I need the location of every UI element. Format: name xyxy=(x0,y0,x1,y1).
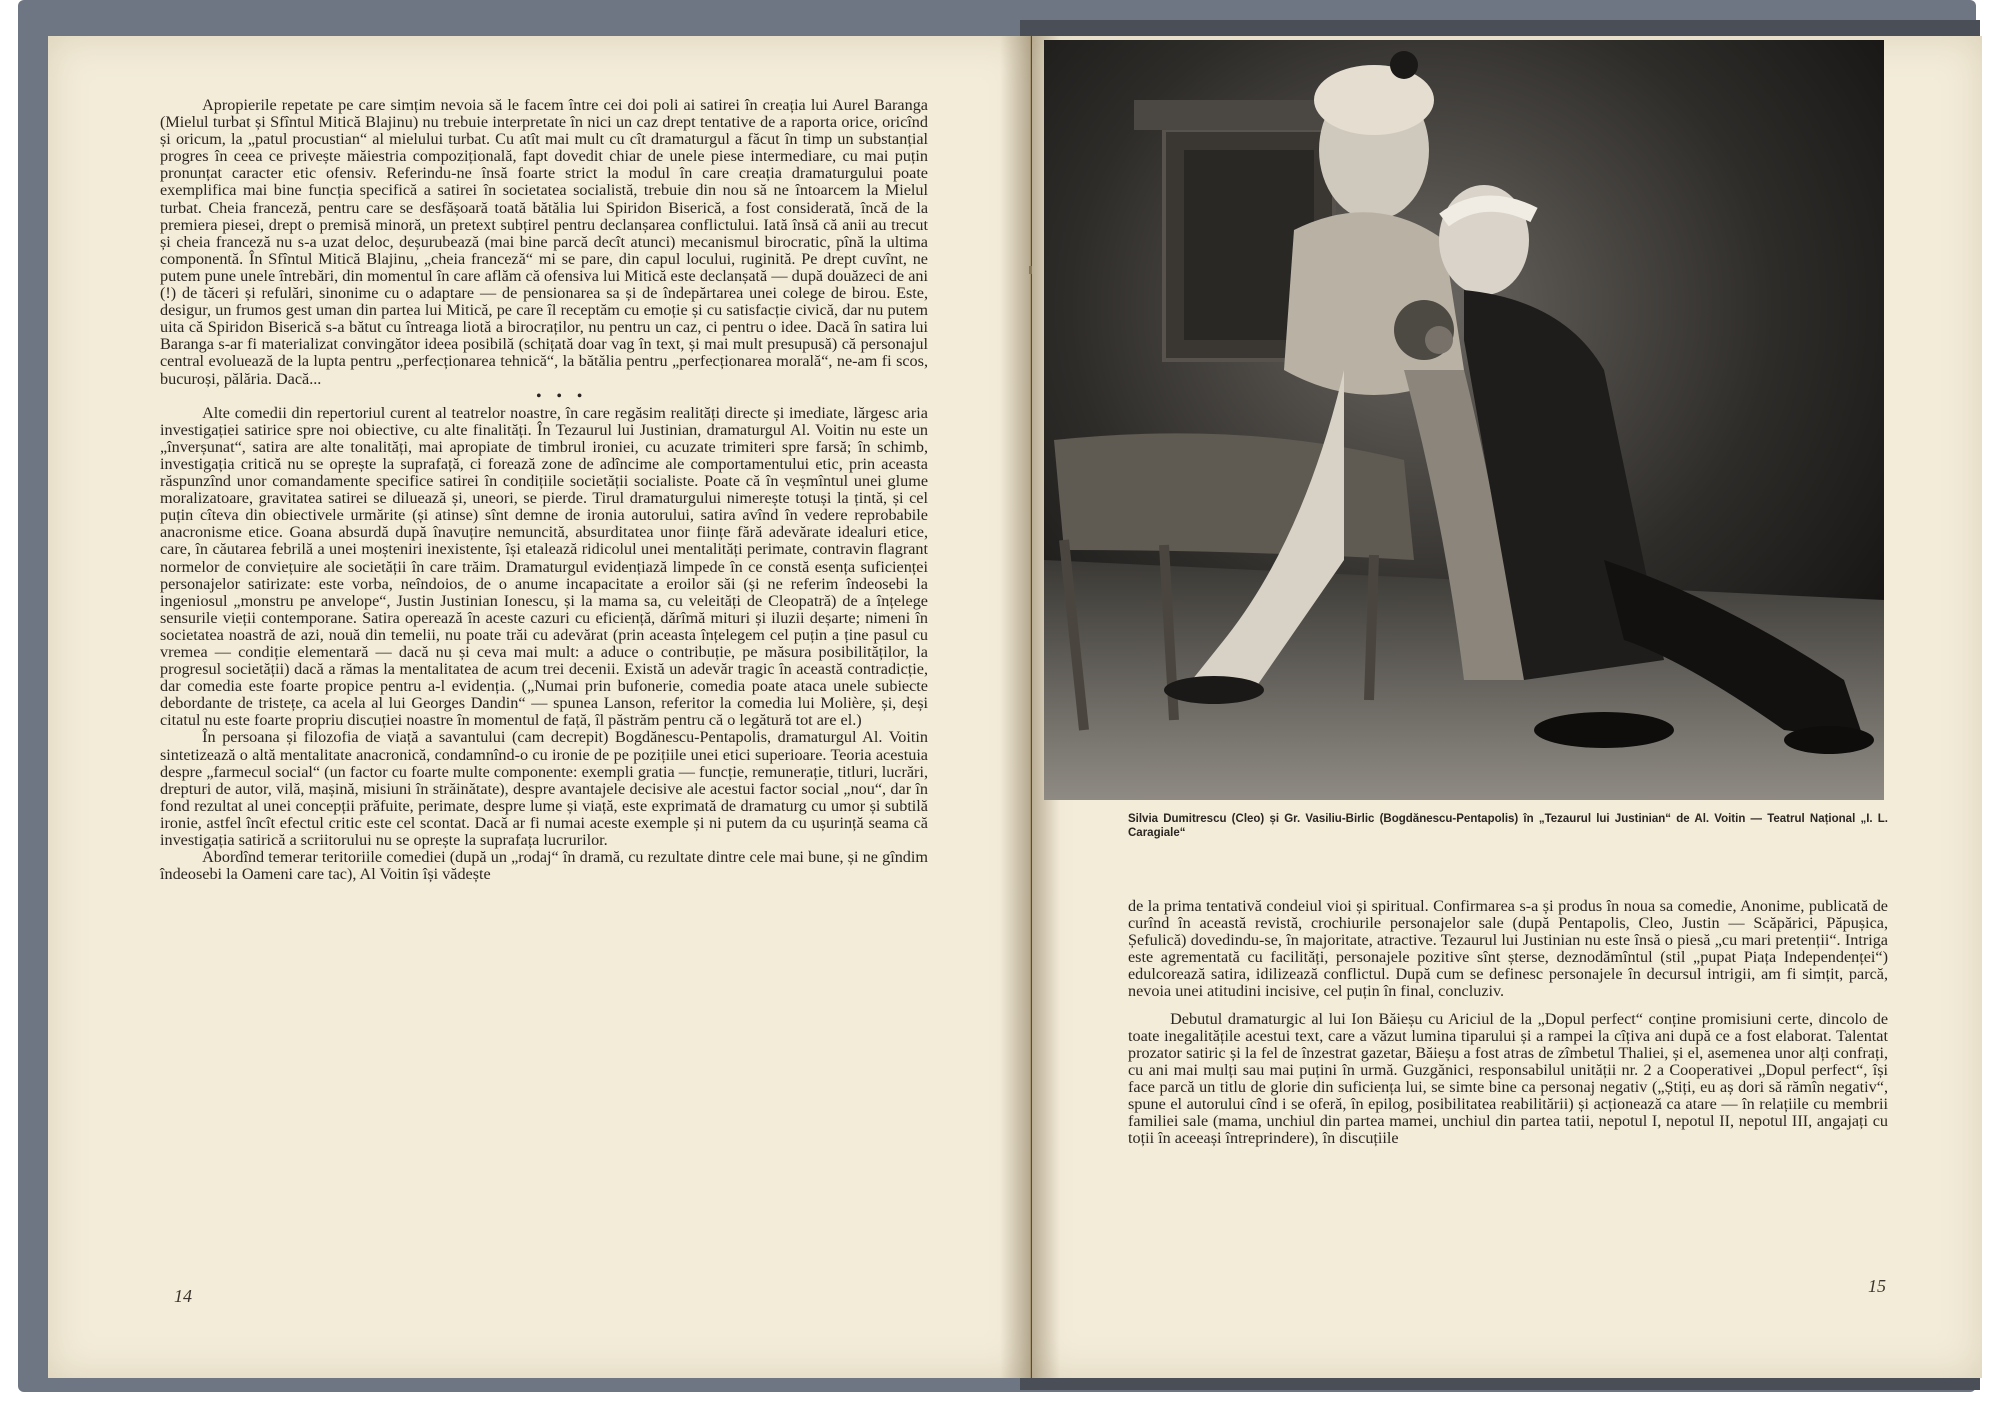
right-page-text xyxy=(1128,898,1888,1147)
paragraph: Apropierile repetate pe care simțim nevoia să le facem între cei doi poli ai satirei în creația lui Aurel Baranga (Mielul turbat și Sfîntul Mitică Blajinu) nu trebuie interpretate în nici un caz drept tentative de a raporta orice, oricînd și oricum, la „patul procustian“ al mielului turbat. Cu atît mai mult cu cît dramaturgul a făcut în timp un substanțial progres în ceea ce privește măiestria compozițională, fapt dovedit chiar de unele piese intermediare, cu mai puțin pronunțat caracter etic ofensiv. Referindu-ne însă foarte strict la modul în care creația dramaturgului poate exemplifica mai bine funcția specifică a satirei în societatea socialistă, trebuie din nou să ne întoarcem la Mielul turbat. Cheia franceză, pentru care se desfășoară toată bătălia lui Spiridon Biserică, a fost considerată, încă de la premiera piesei, drept o premisă minoră, un pretext subțirel pentru declanșarea conflictului. Iată însă că anii au trecut și cheia franceză nu s-a uzat deloc, deșurubează (mai bine parcă decît atunci) mecanismul birocratic, pînă la ultima componentă. În Sfîntul Mitică Blajinu, „cheia franceză“ mi se pare, din capul locului, ruginită. Pe drept cuvînt, ne putem pune unele întrebări, din momentul în care aflăm că ofensiva lui Mitică este declanșată — după douăzeci de ani (!) de tăceri și refulări, sinonime cu o adaptare — de pensionarea sa și de îndepărtarea unei colege de birou. Este, desigur, un frumos gest uman din partea lui Mitică, pe care îl receptăm cu emoție și cu satisfacție civică, dar nu putem uita că Spiridon Biserică s-a bătut cu întreaga liotă a birocraților, nu pentru un caz, ci pentru o idee. Dacă în satira lui Baranga s-ar fi materializat convingător ideea posibilă (schițată doar vag în text, și mai mult presupusă) că personajul central evoluează de la lupta pentru „perfecționarea tehnică“, la bătălia pentru „perfecționarea morală“, ne-am fi scos, bucuroși, pălăria. Dacă... xyxy=(160,96,928,388)
photo-image xyxy=(1044,40,1884,800)
left-page-text xyxy=(160,97,928,883)
paragraph: Debutul dramaturgic al lui Ion Băieșu cu Ariciul de la „Dopul perfect“ conține promisiuni certe, dincolo de toate inegalitățile acestui text, care a văzut lumina tiparului și a rampei la cîțiva ani după ce a fost elaborat. Talentat prozator satiric și la fel de înzestrat gazetar, Băieșu a fost atras de zîmbetul Thaliei, și el, asemenea unor alți confrați, cu ani mai mulți sau mai puțini în urmă. Guzgănici, responsabilul unității nr. 2 a Cooperativei „Dopul perfect“, își face parcă un titlu de glorie din suficiența lui, se simte bine ca personaj negativ („Știți, eu aș dori să rămîn negativ“, spune el autorului cînd i se oferă, în epilog, posibilitatea reabilitării) și acționează ca atare — în relațiile cu membrii familiei sale (mama, unchiul din partea mamei, unchiul din partea tatii, nepotul I, nepotul II, nepotul III, angajați cu toții în aceeași întreprindere), în discuțiile xyxy=(1128,1009,1888,1148)
section-separator: • • • xyxy=(536,388,589,404)
paragraph: În persoana și filozofia de viață a savantului (cam decrepit) Bogdănescu-Pentapolis, dramaturgul Al. Voitin sintetizează o altă mentalitate anacronică, condamnînd-o cu ironie de pe pozițiile unei etici superioare. Teoria acestuia despre „farmecul social“ (un factor cu foarte multe componente: exempli gratia — funcție, remunerație, titluri, lucrări, drepturi de autor, vilă, mașină, misiuni în străinătate), despre avantajele decisive ale acestui factor social „nou“, dar în fond rezultat al unei concepții prăfuite, perimate, despre lume și viață, este exprimată de dramaturg cu umor și subtilă ironie, astfel încît efectul critic este cel scontat. Dacă ar fi numai aceste exemple și ni putem da cu ușurință seama că investigația satirică a scriitorului nu se oprește la suprafața lucrurilor. xyxy=(160,728,928,850)
paragraph: Alte comedii din repertoriul curent al teatrelor noastre, în care regăsim realități directe și imediate, lărgesc aria investigației satirice spre noi obiective, cu alte finalități. În Tezaurul lui Justinian, dramaturgul Al. Voitin nu este un „înverșunat“, satira are alte tonalități, mai apropiate de timbrul ironiei, cu acuzate trimiteri spre farsă; în schimb, investigația critică nu se oprește la suprafață, ci forează zone de adîncime ale comportamentului etic, prin aceasta răspunzînd unor comandamente specifice satirei în condițiile societății socialiste. Poate că în veșmîntul unei glume moralizatoare, gravitatea satirei se diluează și, uneori, se pierde. Tirul dramaturgului nimerește totuși la țintă, și cel puțin cîteva din obiectivele urmărite (și atinse) sînt demne de ironia autorului, satira avînd în vedere reprobabile anacronisme etice. Goana absurdă după înavuțire nemuncită, absurditatea unor ființe fără adevărate idealuri etice, care, în căutarea febrilă a unei moșteniri inexistente, își etalează ridicolul unei mentalități perimate, contravin flagrant normelor de conviețuire ale societății în care trăim. Dramaturgul evidențiază limpede în ce constă esența suficienței personajelor satirizate: este vorba, neîndoios, de o anume incapacitate a eroilor săi (și ne referim îndeosebi la ingeniosul „monstru pe anvelope“, Justin Justinian Ionescu, și la mama sa, cu veleități de Cleopatră) de a înțelege sensurile vieții contemporane. Satira operează în aceste cazuri cu eficiență, dărîmă mituri și iluzii deșarte; nimeni în societatea noastră de azi, nouă din temelii, nu poate trăi cu adevărat (prin aceasta înțelegem cel puțin a ține pasul cu vremea — condiție elementară — dacă nu și ceva mai mult: a aduce o contribuție, pe măsura posibilităților, la progresul societății) dacă a rămas la mentalitatea de acum trei decenii. Există un adevăr tragic în această contradicție, dar comedia este foarte propice pentru a-l evidenția. („Numai prin bufonerie, comedia poate ataca unele subiecte debordante de tristețe, ca acela al lui Georges Dandin“ — spunea Lanson, referitor la comedia lui Molière, și, deși citatul nu este foarte propriu discuției noastre în momentul de față, îl păstrăm pentru că o legătură tot are el.) xyxy=(160,403,928,730)
photo-caption: Silvia Dumitrescu (Cleo) și Gr. Vasiliu-Birlic (Bogdănescu-Pentapolis) în „Tezaurul lui Justinian“ de Al. Voitin — Teatrul Național „I. L. Caragiale“ xyxy=(1128,813,1888,839)
paragraph: de la prima tentativă condeiul vioi și spiritual. Confirmarea s-a și produs în noua sa comedie, Anonime, publicată de curînd în această revistă, crochiurile personajelor sale (după Pentapolis, Cleo, Justin — Scăpărici, Păpușica, Șefulică) dovedindu-se, în majoritate, atractive. Tezaurul lui Justinian nu este însă o piesă „cu mari pretenții“. Intriga este agrementată cu facilități, personajele pozitive sînt șterse, deznodămîntul (stil „pupat Piața Independenței“) edulcorează satira, idilizează conflictul. După cum se definesc personajele în decursul intrigii, am fi simțit, parcă, nevoia unei atitudini incisive, cel puțin în final, concluziv. xyxy=(1128,897,1888,1001)
stage-photograph xyxy=(1044,40,1884,800)
page-number-right: 15 xyxy=(1868,1276,1886,1296)
page-mark xyxy=(1029,266,1032,274)
page-number-left: 14 xyxy=(174,1286,192,1306)
paragraph: Abordînd temerar teritoriile comediei (după un „rodaj“ în dramă, cu rezultate dintre cele mai bune, și ne gîndim îndeosebi la Oameni care tac), Al Voitin își vădește xyxy=(160,848,928,884)
